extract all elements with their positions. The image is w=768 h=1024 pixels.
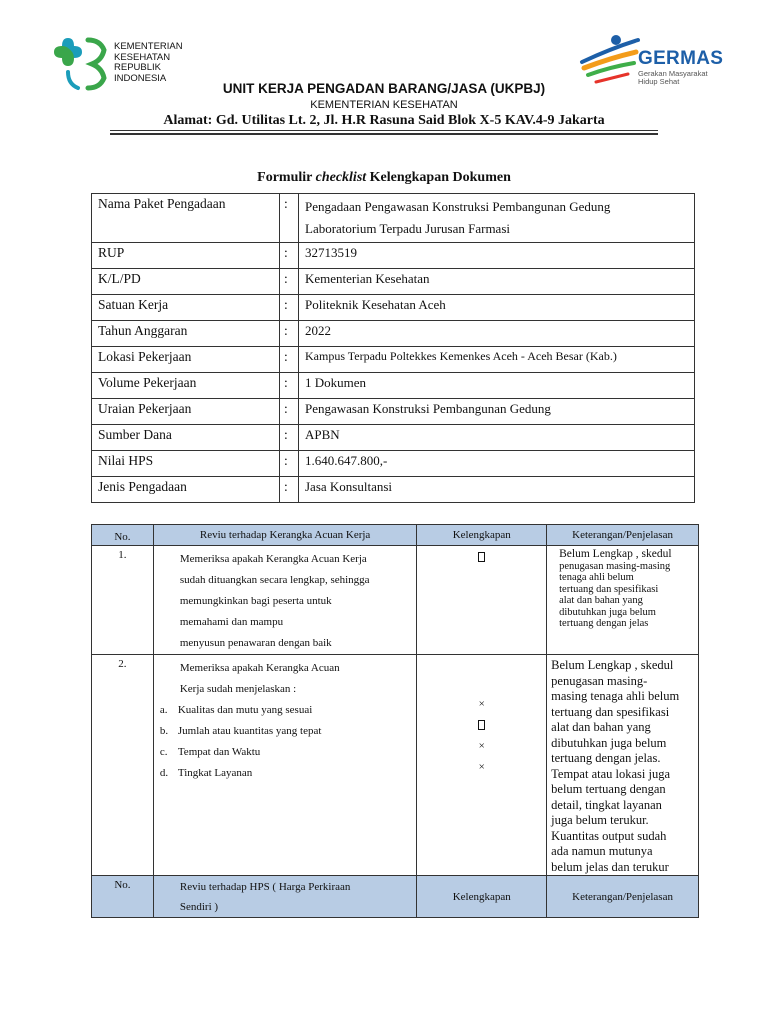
row-keterangan — [547, 655, 699, 876]
field-value: 2022 — [299, 321, 695, 347]
table-row — [92, 194, 695, 243]
value-line: Pengadaan Pengawasan Konstruksi Pembangunan Gedung — [305, 199, 611, 214]
ket-line: belum tertuang dengan — [551, 782, 666, 796]
desc-line: Sendiri ) — [179, 901, 219, 913]
item-text: Kualitas dan mutu yang sesuai — [177, 704, 313, 716]
ket-line: ada namun mutunya — [551, 844, 653, 858]
colon: : — [280, 399, 299, 425]
field-label: RUP — [92, 243, 280, 269]
field-label: Tahun Anggaran — [92, 321, 280, 347]
ket-line: Kuantitas output sudah — [551, 828, 667, 843]
desc-line: Memeriksa apakah Kerangka Acuan — [179, 662, 340, 674]
ket-line: detail, tingkat layanan — [551, 797, 662, 812]
table-row — [92, 546, 699, 655]
row-description — [153, 655, 417, 876]
row-no: 1. — [92, 546, 154, 655]
ket-line: tenaga ahli belum — [559, 572, 634, 583]
table-row — [92, 399, 695, 425]
ket-line: Belum Lengkap , skedul — [551, 658, 674, 672]
package-info-table — [91, 193, 695, 503]
table-header-row — [92, 876, 699, 918]
list-item — [160, 721, 409, 742]
ket-line: alat dan bahan yang — [559, 595, 643, 606]
ket-line: dibutuhkan juga belum — [551, 735, 667, 750]
org-subtitle: KEMENTERIAN KESEHATAN — [310, 99, 458, 111]
field-label: Nama Paket Pengadaan — [92, 194, 280, 243]
ket-line: belum jelas dan terukur — [551, 859, 669, 874]
row-kelengkapan — [417, 546, 547, 655]
desc-line: menyusun penawaran dengan baik — [179, 637, 332, 649]
colon: : — [280, 477, 299, 503]
form-title-post: Kelengkapan Dokumen — [366, 170, 511, 185]
table-row — [92, 269, 695, 295]
colon: : — [280, 194, 299, 243]
cross-mark-icon: × — [478, 698, 485, 710]
field-value: 32713519 — [299, 243, 695, 269]
row-description — [153, 546, 417, 655]
cross-mark-icon: × — [478, 761, 485, 773]
item-text: Tingkat Layanan — [177, 767, 253, 779]
org-title: UNIT KERJA PENGADAN BARANG/JASA (UKPBJ) — [222, 81, 546, 96]
header-keterangan: Keterangan/Penjelasan — [547, 876, 699, 918]
table-header-row — [92, 525, 699, 546]
desc-line: Reviu terhadap HPS ( Harga Perkiraan — [179, 881, 351, 893]
form-title — [0, 170, 768, 186]
field-label: Lokasi Pekerjaan — [92, 347, 280, 373]
field-label: K/L/PD — [92, 269, 280, 295]
field-label: Uraian Pekerjaan — [92, 399, 280, 425]
desc-line: memungkinkan bagi peserta untuk — [179, 595, 332, 607]
checkbox-empty-icon — [417, 715, 546, 736]
field-label: Nilai HPS — [92, 451, 280, 477]
header-keterangan: Keterangan/Penjelasan — [547, 525, 699, 546]
form-title-italic: checklist — [315, 170, 367, 185]
item-letter: c. — [159, 746, 168, 758]
colon: : — [280, 373, 299, 399]
germas-sub-line: Gerakan Masyarakat — [638, 69, 708, 78]
header-no: No. — [92, 525, 154, 546]
item-letter: a. — [159, 704, 168, 716]
table-row — [92, 321, 695, 347]
colon: : — [280, 425, 299, 451]
ket-line: penugasan masing- — [551, 673, 648, 688]
desc-line: Kerja sudah menjelaskan : — [179, 683, 297, 695]
table-row — [92, 477, 695, 503]
list-item — [160, 700, 409, 721]
row-keterangan — [547, 546, 699, 655]
header-kelengkapan: Kelengkapan — [417, 525, 547, 546]
field-label: Jenis Pengadaan — [92, 477, 280, 503]
desc-line: sudah dituangkan secara lengkap, sehingga — [179, 574, 370, 586]
header-kelengkapan: Kelengkapan — [417, 876, 547, 918]
ket-line: masing tenaga ahli belum — [551, 689, 680, 703]
kemenkes-line: KEMENTERIAN — [114, 41, 183, 52]
field-label: Volume Pekerjaan — [92, 373, 280, 399]
value-line: Laboratorium Terpadu Jurusan Farmasi — [305, 221, 510, 236]
row-no: 2. — [92, 655, 154, 876]
colon: : — [280, 451, 299, 477]
field-label: Sumber Dana — [92, 425, 280, 451]
ket-line: tertuang dengan jelas. — [551, 751, 661, 765]
table-row — [92, 373, 695, 399]
field-value: Jasa Konsultansi — [299, 477, 695, 503]
ket-line: penugasan masing-masing — [559, 560, 671, 572]
ket-line: Tempat atau lokasi juga — [551, 766, 671, 781]
item-letter: d. — [159, 767, 169, 779]
kemenkes-line: REPUBLIK — [114, 62, 161, 73]
field-label: Satuan Kerja — [92, 295, 280, 321]
germas-title: GERMAS — [638, 48, 724, 69]
colon: : — [280, 321, 299, 347]
field-value: 1.640.647.800,- — [299, 451, 695, 477]
header-rule-thick — [110, 133, 658, 135]
colon: : — [280, 269, 299, 295]
field-value: Politeknik Kesehatan Aceh — [299, 295, 695, 321]
desc-line: memahami dan mampu — [179, 616, 284, 628]
field-value: APBN — [299, 425, 695, 451]
field-value — [299, 194, 695, 243]
ket-line: tertuang dengan jelas — [559, 618, 649, 629]
header-no: No. — [92, 876, 154, 918]
field-value: 1 Dokumen — [299, 373, 695, 399]
kemenkes-line: INDONESIA — [114, 72, 167, 84]
header-desc: Reviu terhadap Kerangka Acuan Kerja — [153, 525, 417, 546]
field-value: Kampus Terpadu Poltekkes Kemenkes Aceh - Aceh Besar (Kab.) — [299, 347, 695, 373]
ket-line: Belum Lengkap , skedul — [559, 548, 672, 560]
org-address: Alamat: Gd. Utilitas Lt. 2, Jl. H.R Rasuna Said Blok X-5 KAV.4-9 Jakarta — [163, 113, 605, 128]
ket-line: tertuang dan spesifikasi — [559, 583, 659, 595]
kemenkes-line: KESEHATAN — [114, 51, 171, 63]
criteria-list — [159, 700, 409, 784]
header-rule — [110, 130, 658, 131]
review-checklist-table — [91, 524, 699, 918]
field-value: Kementerian Kesehatan — [299, 269, 695, 295]
list-item — [160, 763, 409, 784]
table-row — [92, 425, 695, 451]
colon: : — [280, 347, 299, 373]
item-text: Jumlah atau kuantitas yang tepat — [177, 725, 322, 737]
cross-mark-icon: × — [478, 740, 485, 752]
row-kelengkapan — [417, 655, 547, 876]
colon: : — [280, 243, 299, 269]
ket-line: alat dan bahan yang — [551, 720, 651, 734]
kemenkes-wordmark — [114, 42, 183, 84]
table-row — [92, 243, 695, 269]
germas-sub-line: Hidup Sehat — [638, 77, 680, 86]
desc-line: Memeriksa apakah Kerangka Acuan Kerja — [179, 553, 367, 565]
ket-line: dibutuhkan juga belum — [559, 606, 656, 618]
form-title-pre: Formulir — [257, 170, 316, 185]
germas-figure-icon — [582, 35, 638, 82]
field-value: Pengawasan Konstruksi Pembangunan Gedung — [299, 399, 695, 425]
table-row — [92, 451, 695, 477]
table-row — [92, 295, 695, 321]
table-row — [92, 655, 699, 876]
header-desc — [153, 876, 417, 918]
item-text: Tempat dan Waktu — [177, 746, 261, 758]
ket-line: juga belum terukur. — [551, 813, 649, 827]
colon: : — [280, 295, 299, 321]
checkbox-empty-icon — [478, 552, 485, 562]
item-letter: b. — [159, 725, 169, 737]
ket-line: tertuang dan spesifikasi — [551, 704, 670, 719]
table-row — [92, 347, 695, 373]
list-item — [160, 742, 409, 763]
